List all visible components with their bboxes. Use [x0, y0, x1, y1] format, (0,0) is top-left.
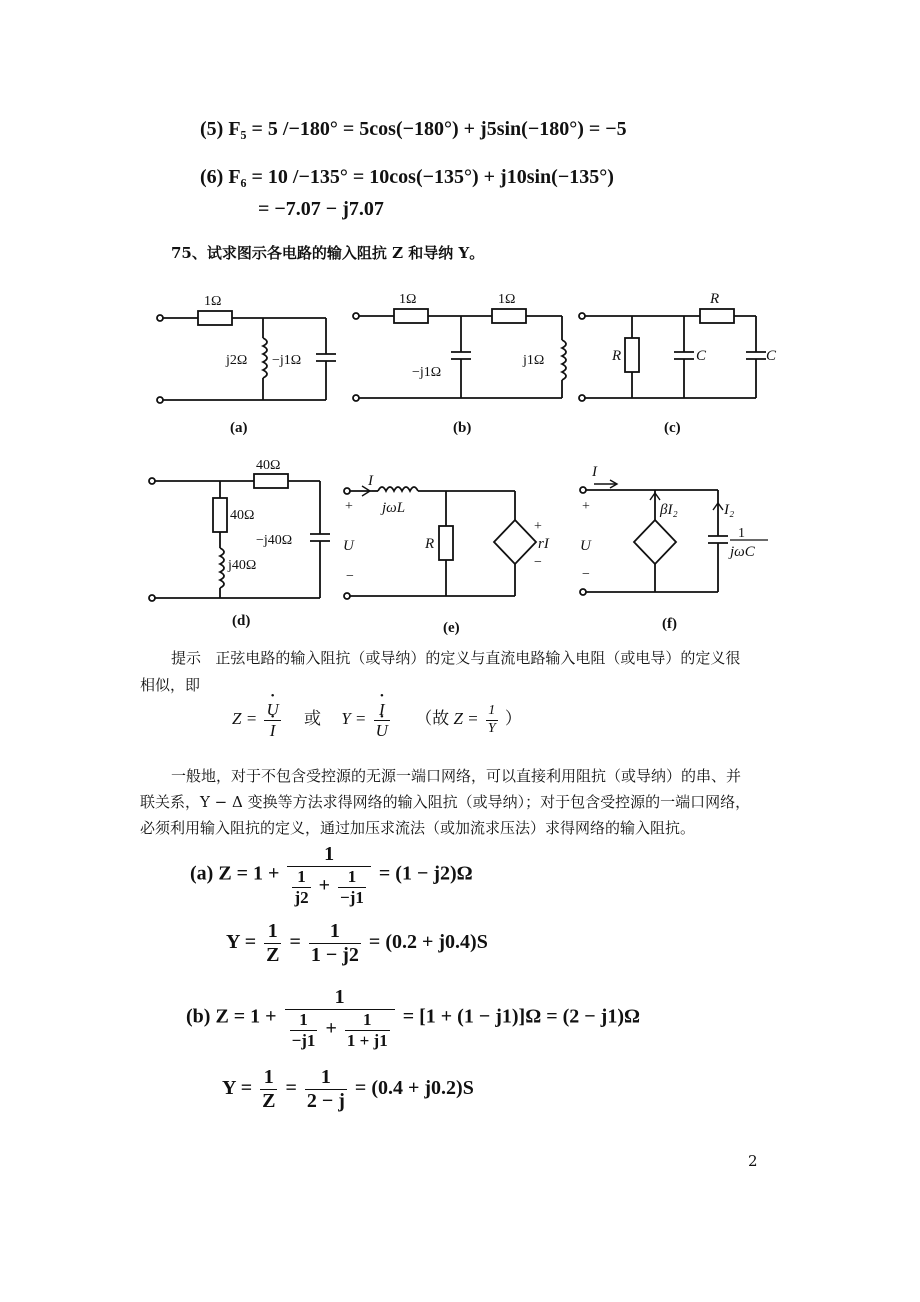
hint-line-1	[171, 647, 740, 668]
equation-5: (5) F₅ = 5 /−180° = 5cos(−180°) + j5sin(−180°) = −5	[200, 118, 627, 140]
caption-f: (f)	[662, 616, 677, 632]
label-d-l: j40Ω	[228, 558, 257, 573]
caption-d: (d)	[232, 613, 251, 629]
label-d-r-v: 40Ω	[230, 508, 255, 523]
label-a-c: −j1Ω	[272, 353, 302, 368]
paragraph-line-2: 联关系，Y − Δ 变换等方法求得网络的输入阻抗（或导纳）；对于包含受控源的一端口网络，	[140, 793, 751, 811]
label-b-r2: 1Ω	[498, 292, 516, 307]
label-f-src: βI₂	[660, 502, 678, 518]
caption-c: (c)	[664, 420, 681, 436]
formula-paren-close: ）	[504, 708, 522, 728]
frac-one-over-y: $\frac{1}{Y}$	[487, 703, 496, 736]
hint-line-2: 相似，即	[140, 676, 201, 694]
label-a-r1: 1Ω	[204, 294, 222, 309]
formula-z: Z =	[232, 708, 258, 728]
solution-b-z: (b) Z = 1 + 1 $\frac{1}{-j1}$ + $\frac{1}{1 + j1}$ = [1 + (1 − j1)]Ω = (2 − j1)Ω	[186, 986, 640, 1050]
label-e-plus: +	[345, 499, 353, 514]
circuit-f	[580, 464, 768, 632]
label-e-i: I	[368, 473, 373, 489]
label-f-c-num: 1	[738, 526, 745, 541]
label-d-c: −j40Ω	[256, 533, 293, 548]
label-e-r: R	[425, 536, 435, 552]
label-f-i: I	[592, 464, 597, 480]
label-b-l: j1Ω	[523, 353, 545, 368]
solution-a-z: (a) Z = 1 + 1 $\frac{1}{j2}$ + $\frac{1}{-j1}$ = (1 − j2)Ω	[190, 843, 473, 907]
equation-6-line-2: = −7.07 − j7.07	[258, 198, 384, 220]
circuit-e	[343, 473, 550, 636]
hint-text: 正弦电路的输入阻抗（或导纳）的定义与直流电路输入电阻（或电导）的定义很	[215, 649, 741, 667]
label-c-r-left: R	[612, 348, 622, 364]
label-f-u: U	[580, 538, 591, 554]
solution-b-y: Y = $\frac{1}{Z}$ = $\frac{1}{2 - j}$ = (0.4 + j0.2)S	[222, 1066, 474, 1112]
label-a-l: j2Ω	[226, 353, 248, 368]
label-e-src: rI	[538, 536, 549, 552]
formula-paren-open: （故	[415, 708, 450, 728]
hint-label: 提示	[171, 649, 202, 667]
label-c-c2: C	[766, 348, 777, 364]
page-number: 2	[748, 1152, 758, 1170]
inductor-a	[263, 338, 267, 378]
solution-a-y: Y = $\frac{1}{Z}$ = $\frac{1}{1 - j2}$ = (0.2 + j0.4)S	[226, 920, 488, 966]
label-b-c: −j1Ω	[412, 365, 442, 380]
circuit-d	[149, 458, 330, 629]
formula-y: Y =	[341, 708, 367, 728]
caption-b: (b)	[453, 420, 472, 436]
definition-formula	[232, 700, 522, 740]
circuit-a	[157, 294, 336, 436]
resistor-a-1ohm	[198, 311, 232, 325]
label-f-c-den: jωC	[730, 544, 755, 560]
label-e-src-plus: +	[534, 519, 542, 534]
formula-or: 或	[303, 708, 321, 728]
frac-i-over-u: • I • U	[374, 700, 390, 740]
formula-z2: Z =	[453, 708, 479, 728]
label-d-r-top: 40Ω	[256, 458, 281, 473]
equation-6-line-1: (6) F₆ = 10 /−135° = 10cos(−135°) + j10sin(−135°)	[200, 166, 614, 188]
label-f-plus: +	[582, 499, 590, 514]
paragraph-line-1: 一般地，对于不包含受控源的无源一端口网络，可以直接利用阻抗（或导纳）的串、并	[171, 767, 742, 785]
circuit-b	[353, 292, 566, 436]
label-e-minus: −	[346, 569, 354, 584]
circuit-figures	[0, 280, 920, 640]
label-c-c1: C	[696, 348, 707, 364]
caption-a: (a)	[230, 420, 248, 436]
label-c-r-top: R	[710, 291, 720, 307]
label-e-src-minus: −	[534, 555, 542, 570]
frac-u-over-i: • U • I	[264, 700, 280, 740]
label-f-minus: −	[582, 567, 590, 582]
label-b-r1: 1Ω	[399, 292, 417, 307]
label-e-l: jωL	[382, 500, 406, 516]
paragraph-line-3: 必须利用输入阻抗的定义，通过加压求流法（或加流求压法）求得网络的输入阻抗。	[140, 819, 696, 837]
circuit-c	[579, 291, 777, 436]
label-e-u: U	[343, 538, 354, 554]
label-f-i2: I₂	[724, 502, 735, 518]
caption-e: (e)	[443, 620, 460, 636]
question-75: 75、试求图示各电路的输入阻抗 Z 和导纳 Y。	[171, 244, 485, 262]
